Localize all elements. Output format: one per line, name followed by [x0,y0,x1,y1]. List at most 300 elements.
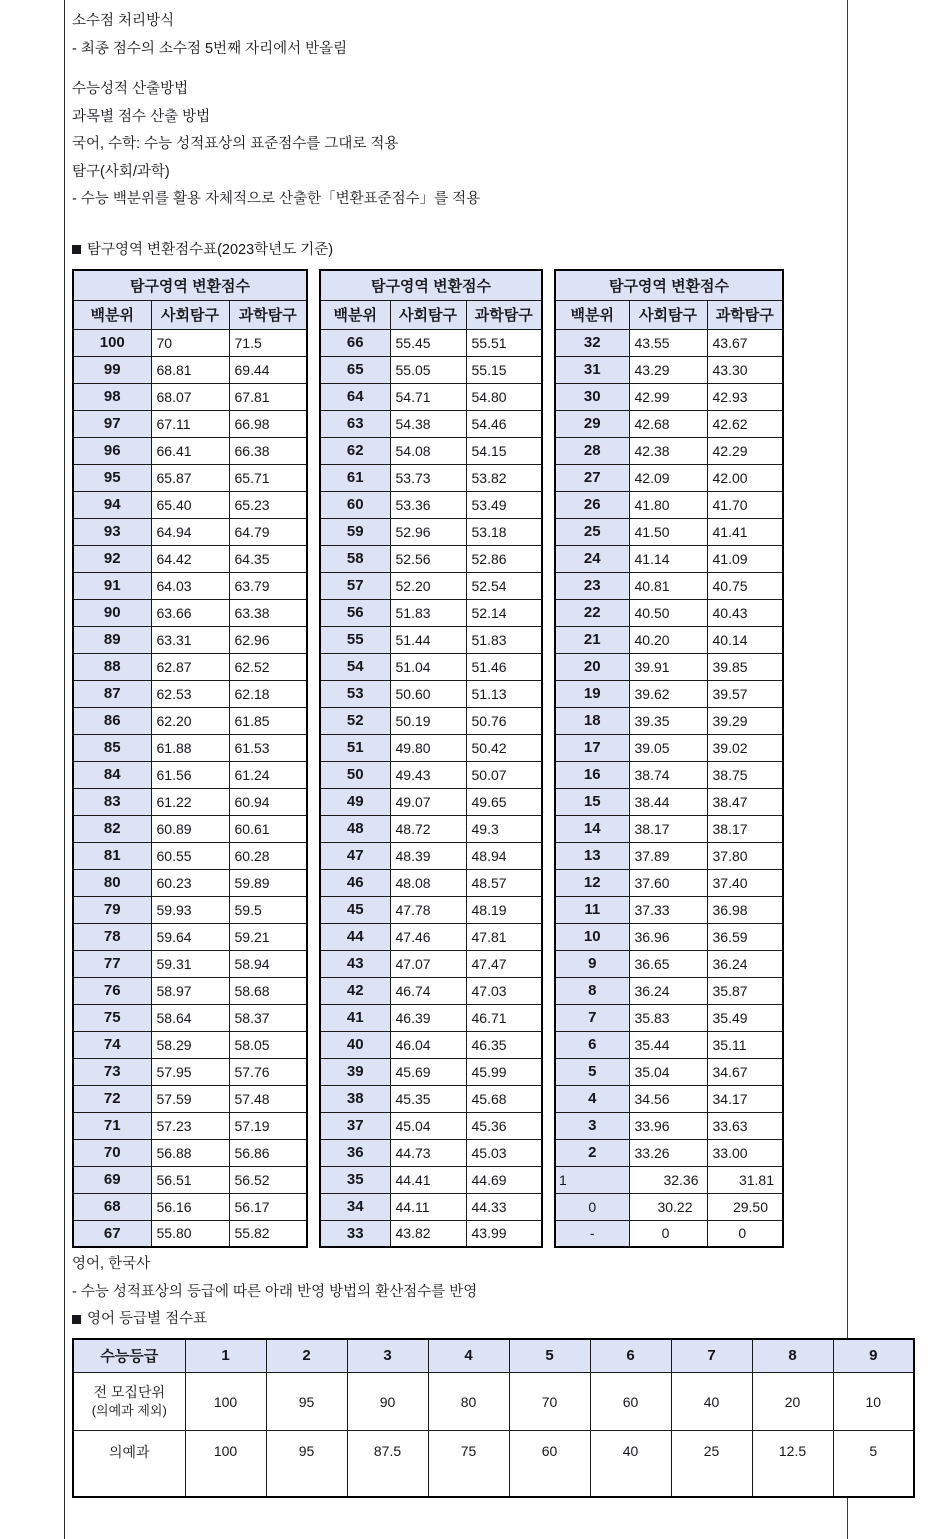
table-row [73,1193,307,1220]
social-score-cell: 39.62 [629,680,707,707]
table-row [555,1085,783,1112]
table-row [320,1220,542,1247]
conversion-table-1 [72,269,308,1248]
percentile-cell: 7 [555,1004,629,1031]
korean-math-rule: 국어, 수학: 수능 성적표상의 표준점수를 그대로 적용 [72,136,399,152]
social-score-cell: 0 [629,1220,707,1247]
percentile-cell: 33 [320,1220,390,1247]
table-row [73,464,307,491]
conversion-table-title: 탐구영역 변환점수 [555,270,783,300]
percentile-cell: 32 [555,329,629,356]
social-score-cell: 46.39 [390,1004,466,1031]
social-score-cell: 37.89 [629,842,707,869]
percentile-cell: 18 [555,707,629,734]
percentile-cell: 43 [320,950,390,977]
science-score-cell: 42.00 [707,464,783,491]
social-score-cell: 36.24 [629,977,707,1004]
percentile-cell: 94 [73,491,151,518]
table-row [320,653,542,680]
table-row [73,1085,307,1112]
english-grade-1: 1 [185,1339,266,1373]
social-score-cell: 42.99 [629,383,707,410]
social-score-cell: 34.56 [629,1085,707,1112]
english-grade-5: 5 [509,1339,590,1373]
science-score-cell: 46.71 [466,1004,542,1031]
science-score-cell: 35.49 [707,1004,783,1031]
social-score-cell: 43.82 [390,1220,466,1247]
science-score-cell: 54.80 [466,383,542,410]
science-score-cell: 63.79 [229,572,307,599]
social-score-cell: 55.80 [151,1220,229,1247]
percentile-cell: 28 [555,437,629,464]
percentile-cell: 5 [555,1058,629,1085]
social-score-cell: 39.05 [629,734,707,761]
percentile-cell: 68 [73,1193,151,1220]
social-score-cell: 52.20 [390,572,466,599]
table-row [73,518,307,545]
social-score-cell: 40.20 [629,626,707,653]
score-cell: 20 [752,1373,833,1431]
science-score-cell: 55.82 [229,1220,307,1247]
science-score-cell: 45.03 [466,1139,542,1166]
science-score-cell: 63.38 [229,599,307,626]
percentile-cell: 78 [73,923,151,950]
score-cell: 60 [509,1431,590,1497]
score-cell: 100 [185,1431,266,1497]
table-row [320,788,542,815]
score-cell: 40 [671,1373,752,1431]
percentile-cell: 20 [555,653,629,680]
percentile-cell: 63 [320,410,390,437]
table-row [555,1058,783,1085]
science-score-cell: 39.85 [707,653,783,680]
social-score-cell: 52.56 [390,545,466,572]
social-score-cell: 50.60 [390,680,466,707]
social-score-cell: 60.89 [151,815,229,842]
science-score-cell: 56.17 [229,1193,307,1220]
social-score-cell: 64.42 [151,545,229,572]
science-score-cell: 41.70 [707,491,783,518]
table-title-row [73,270,307,300]
score-cell: 25 [671,1431,752,1497]
page-margin-left-rule [64,0,65,1539]
science-score-cell: 66.98 [229,410,307,437]
column-header-percentile: 백분위 [73,300,151,329]
science-score-cell: 65.23 [229,491,307,518]
percentile-cell: 66 [320,329,390,356]
social-score-cell: 58.29 [151,1031,229,1058]
percentile-cell: 37 [320,1112,390,1139]
table-row [73,1220,307,1247]
science-score-cell: 61.85 [229,707,307,734]
percentile-cell: 29 [555,410,629,437]
calc-heading: 수능성적 산출방법 [72,81,189,97]
table-row [555,680,783,707]
table-row [320,680,542,707]
social-score-cell: 52.96 [390,518,466,545]
percentile-cell: 57 [320,572,390,599]
science-score-cell: 59.21 [229,923,307,950]
table-row [320,950,542,977]
conversion-section-title: 탐구영역 변환점수표(2023학년도 기준) [87,241,334,258]
table-row [320,1031,542,1058]
science-score-cell: 62.18 [229,680,307,707]
social-score-cell: 66.41 [151,437,229,464]
science-score-cell: 59.5 [229,896,307,923]
social-score-cell: 63.66 [151,599,229,626]
percentile-cell: 83 [73,788,151,815]
science-score-cell: 34.67 [707,1058,783,1085]
science-score-cell: 39.29 [707,707,783,734]
english-subject-line: 영어, 한국사 [72,1256,151,1272]
decimal-rule: - 최종 점수의 소수점 5번째 자리에서 반올림 [72,40,348,57]
science-score-cell: 50.76 [466,707,542,734]
social-score-cell: 63.31 [151,626,229,653]
table-header-row [73,300,307,329]
science-score-cell: 58.37 [229,1004,307,1031]
table-row [320,599,542,626]
conversion-table-3-body [555,329,783,1247]
english-grade-4: 4 [428,1339,509,1373]
social-score-cell: 42.38 [629,437,707,464]
science-score-cell: 61.24 [229,761,307,788]
social-score-cell: 37.60 [629,869,707,896]
percentile-cell: 54 [320,653,390,680]
percentile-cell: 44 [320,923,390,950]
table-row [555,383,783,410]
science-score-cell: 60.94 [229,788,307,815]
science-score-cell: 45.68 [466,1085,542,1112]
score-cell: 90 [347,1373,428,1431]
science-score-cell: 61.53 [229,734,307,761]
science-score-cell: 51.83 [466,626,542,653]
social-score-cell: 41.50 [629,518,707,545]
social-score-cell: 54.08 [390,437,466,464]
table-row [320,1004,542,1031]
table-row [555,1031,783,1058]
science-score-cell: 49.3 [466,815,542,842]
science-score-cell: 38.47 [707,788,783,815]
science-score-cell: 44.33 [466,1193,542,1220]
table-row [73,950,307,977]
table-row [555,653,783,680]
table-row [555,572,783,599]
table-row [73,869,307,896]
conversion-table-2-body [320,329,542,1247]
table-row [73,977,307,1004]
score-cell: 75 [428,1431,509,1497]
social-score-cell: 33.96 [629,1112,707,1139]
science-score-cell: 41.09 [707,545,783,572]
science-score-cell: 60.61 [229,815,307,842]
percentile-cell: 72 [73,1085,151,1112]
science-score-cell: 48.94 [466,842,542,869]
english-grade-7: 7 [671,1339,752,1373]
table-row [320,410,542,437]
percentile-cell: 14 [555,815,629,842]
percentile-cell: 80 [73,869,151,896]
social-score-cell: 48.72 [390,815,466,842]
conversion-table-3 [554,269,784,1248]
table-row [73,680,307,707]
table-row [320,896,542,923]
table-row [320,383,542,410]
tamgu-label: 탐구(사회/과학) [72,163,170,180]
social-score-cell: 57.95 [151,1058,229,1085]
column-header-social: 사회탐구 [629,300,707,329]
column-header-percentile: 백분위 [555,300,629,329]
social-score-cell: 54.71 [390,383,466,410]
social-score-cell: 41.80 [629,491,707,518]
percentile-cell: 73 [73,1058,151,1085]
percentile-cell: 90 [73,599,151,626]
score-cell: 12.5 [752,1431,833,1497]
percentile-cell: 58 [320,545,390,572]
score-cell: 95 [266,1373,347,1431]
table-row [555,734,783,761]
social-score-cell: 43.55 [629,329,707,356]
science-score-cell: 47.81 [466,923,542,950]
table-header-row [555,300,783,329]
social-score-cell: 61.88 [151,734,229,761]
percentile-cell: 81 [73,842,151,869]
percentile-cell: 42 [320,977,390,1004]
social-score-cell: 67.11 [151,410,229,437]
percentile-cell: 53 [320,680,390,707]
table-row [555,1193,783,1220]
table-title-row [320,270,542,300]
science-score-cell: 56.86 [229,1139,307,1166]
percentile-cell: 19 [555,680,629,707]
social-score-cell: 64.94 [151,518,229,545]
percentile-cell: 35 [320,1166,390,1193]
table-row [73,329,307,356]
social-score-cell: 68.81 [151,356,229,383]
table-row [320,1139,542,1166]
science-score-cell: 37.40 [707,869,783,896]
percentile-cell: 67 [73,1220,151,1247]
social-score-cell: 51.44 [390,626,466,653]
conversion-table-2 [319,269,543,1248]
social-score-cell: 56.16 [151,1193,229,1220]
percentile-cell: 39 [320,1058,390,1085]
table-row [73,1004,307,1031]
table-row [73,491,307,518]
table-row [320,1112,542,1139]
percentile-cell: 13 [555,842,629,869]
column-header-social: 사회탐구 [151,300,229,329]
percentile-cell: 50 [320,761,390,788]
tamgu-rule: - 수능 백분위를 활용 자체적으로 산출한「변환표준점수」를 적용 [72,191,481,207]
percentile-cell: 88 [73,653,151,680]
social-score-cell: 56.88 [151,1139,229,1166]
social-score-cell: 42.68 [629,410,707,437]
percentile-cell: 99 [73,356,151,383]
table-row [555,761,783,788]
percentile-cell: 31 [555,356,629,383]
science-score-cell: 0 [707,1220,783,1247]
social-score-cell: 53.36 [390,491,466,518]
table-row [73,1139,307,1166]
table-row [73,1373,914,1431]
social-score-cell: 55.45 [390,329,466,356]
percentile-cell: 46 [320,869,390,896]
science-score-cell: 71.5 [229,329,307,356]
social-score-cell: 35.04 [629,1058,707,1085]
social-score-cell: 44.11 [390,1193,466,1220]
science-score-cell: 43.67 [707,329,783,356]
table-header-row [320,300,542,329]
social-score-cell: 35.83 [629,1004,707,1031]
social-score-cell: 47.46 [390,923,466,950]
table-row [555,599,783,626]
science-score-cell: 43.99 [466,1220,542,1247]
social-score-cell: 38.74 [629,761,707,788]
table-row [555,410,783,437]
percentile-cell: 48 [320,815,390,842]
science-score-cell: 67.81 [229,383,307,410]
social-score-cell: 54.38 [390,410,466,437]
table-row [73,1031,307,1058]
score-cell: 10 [833,1373,914,1431]
science-score-cell: 42.62 [707,410,783,437]
table-row [555,626,783,653]
science-score-cell: 55.15 [466,356,542,383]
percentile-cell: 71 [73,1112,151,1139]
science-score-cell: 52.54 [466,572,542,599]
percentile-cell: 91 [73,572,151,599]
science-score-cell: 59.89 [229,869,307,896]
science-score-cell: 38.75 [707,761,783,788]
social-score-cell: 62.20 [151,707,229,734]
percentile-cell: 6 [555,1031,629,1058]
science-score-cell: 52.14 [466,599,542,626]
science-score-cell: 58.68 [229,977,307,1004]
table-row [73,653,307,680]
science-score-cell: 31.81 [707,1166,783,1193]
table-row [73,410,307,437]
table-row [73,788,307,815]
column-header-science: 과학탐구 [466,300,542,329]
social-score-cell: 60.55 [151,842,229,869]
table-row [73,437,307,464]
science-score-cell: 53.18 [466,518,542,545]
social-score-cell: 56.51 [151,1166,229,1193]
column-header-percentile: 백분위 [320,300,390,329]
social-score-cell: 32.36 [629,1166,707,1193]
science-score-cell: 44.69 [466,1166,542,1193]
percentile-cell: 8 [555,977,629,1004]
english-grade-8: 8 [752,1339,833,1373]
table-row [555,869,783,896]
english-grade-9: 9 [833,1339,914,1373]
table-row [73,1166,307,1193]
english-grade-6: 6 [590,1339,671,1373]
table-row [73,383,307,410]
english-row-label-medical: 의예과 [73,1431,185,1497]
percentile-cell: 86 [73,707,151,734]
percentile-cell: 26 [555,491,629,518]
science-score-cell: 47.03 [466,977,542,1004]
science-score-cell: 54.15 [466,437,542,464]
social-score-cell: 59.64 [151,923,229,950]
science-score-cell: 54.46 [466,410,542,437]
table-row [73,1431,914,1497]
table-row [73,1112,307,1139]
social-score-cell: 45.35 [390,1085,466,1112]
table-row [73,572,307,599]
conversion-table-title: 탐구영역 변환점수 [320,270,542,300]
science-score-cell: 36.24 [707,950,783,977]
table-row [320,518,542,545]
table-row [73,545,307,572]
english-table-header-row [73,1339,914,1373]
science-score-cell: 35.11 [707,1031,783,1058]
science-score-cell: 62.52 [229,653,307,680]
page-margin-right-rule [847,0,848,1539]
social-score-cell: 35.44 [629,1031,707,1058]
table-row [555,977,783,1004]
table-row [73,707,307,734]
social-score-cell: 61.56 [151,761,229,788]
percentile-cell: 21 [555,626,629,653]
social-score-cell: 45.69 [390,1058,466,1085]
percentile-cell: 16 [555,761,629,788]
percentile-cell: 82 [73,815,151,842]
social-score-cell: 36.65 [629,950,707,977]
science-score-cell: 45.99 [466,1058,542,1085]
table-row [320,437,542,464]
percentile-cell: 9 [555,950,629,977]
science-score-cell: 33.00 [707,1139,783,1166]
science-score-cell: 35.87 [707,977,783,1004]
percentile-cell: 10 [555,923,629,950]
science-score-cell: 51.13 [466,680,542,707]
table-row [320,1085,542,1112]
percentile-cell: 25 [555,518,629,545]
social-score-cell: 41.14 [629,545,707,572]
table-title-row [555,270,783,300]
table-row [555,1112,783,1139]
percentile-cell: 30 [555,383,629,410]
science-score-cell: 56.52 [229,1166,307,1193]
science-score-cell: 50.42 [466,734,542,761]
science-score-cell: 52.86 [466,545,542,572]
table-row [555,1139,783,1166]
percentile-cell: 38 [320,1085,390,1112]
table-row [320,815,542,842]
table-row [320,545,542,572]
percentile-cell: 70 [73,1139,151,1166]
table-row [320,761,542,788]
score-cell: 100 [185,1373,266,1431]
english-grade-score-table [72,1338,915,1498]
science-score-cell: 65.71 [229,464,307,491]
science-score-cell: 53.49 [466,491,542,518]
table-row [320,1166,542,1193]
science-score-cell: 53.82 [466,464,542,491]
percentile-cell: 100 [73,329,151,356]
social-score-cell: 49.80 [390,734,466,761]
social-score-cell: 57.59 [151,1085,229,1112]
science-score-cell: 48.57 [466,869,542,896]
social-score-cell: 61.22 [151,788,229,815]
score-cell: 95 [266,1431,347,1497]
social-score-cell: 39.35 [629,707,707,734]
decimal-section [72,14,847,56]
percentile-cell: 2 [555,1139,629,1166]
percentile-cell: 64 [320,383,390,410]
